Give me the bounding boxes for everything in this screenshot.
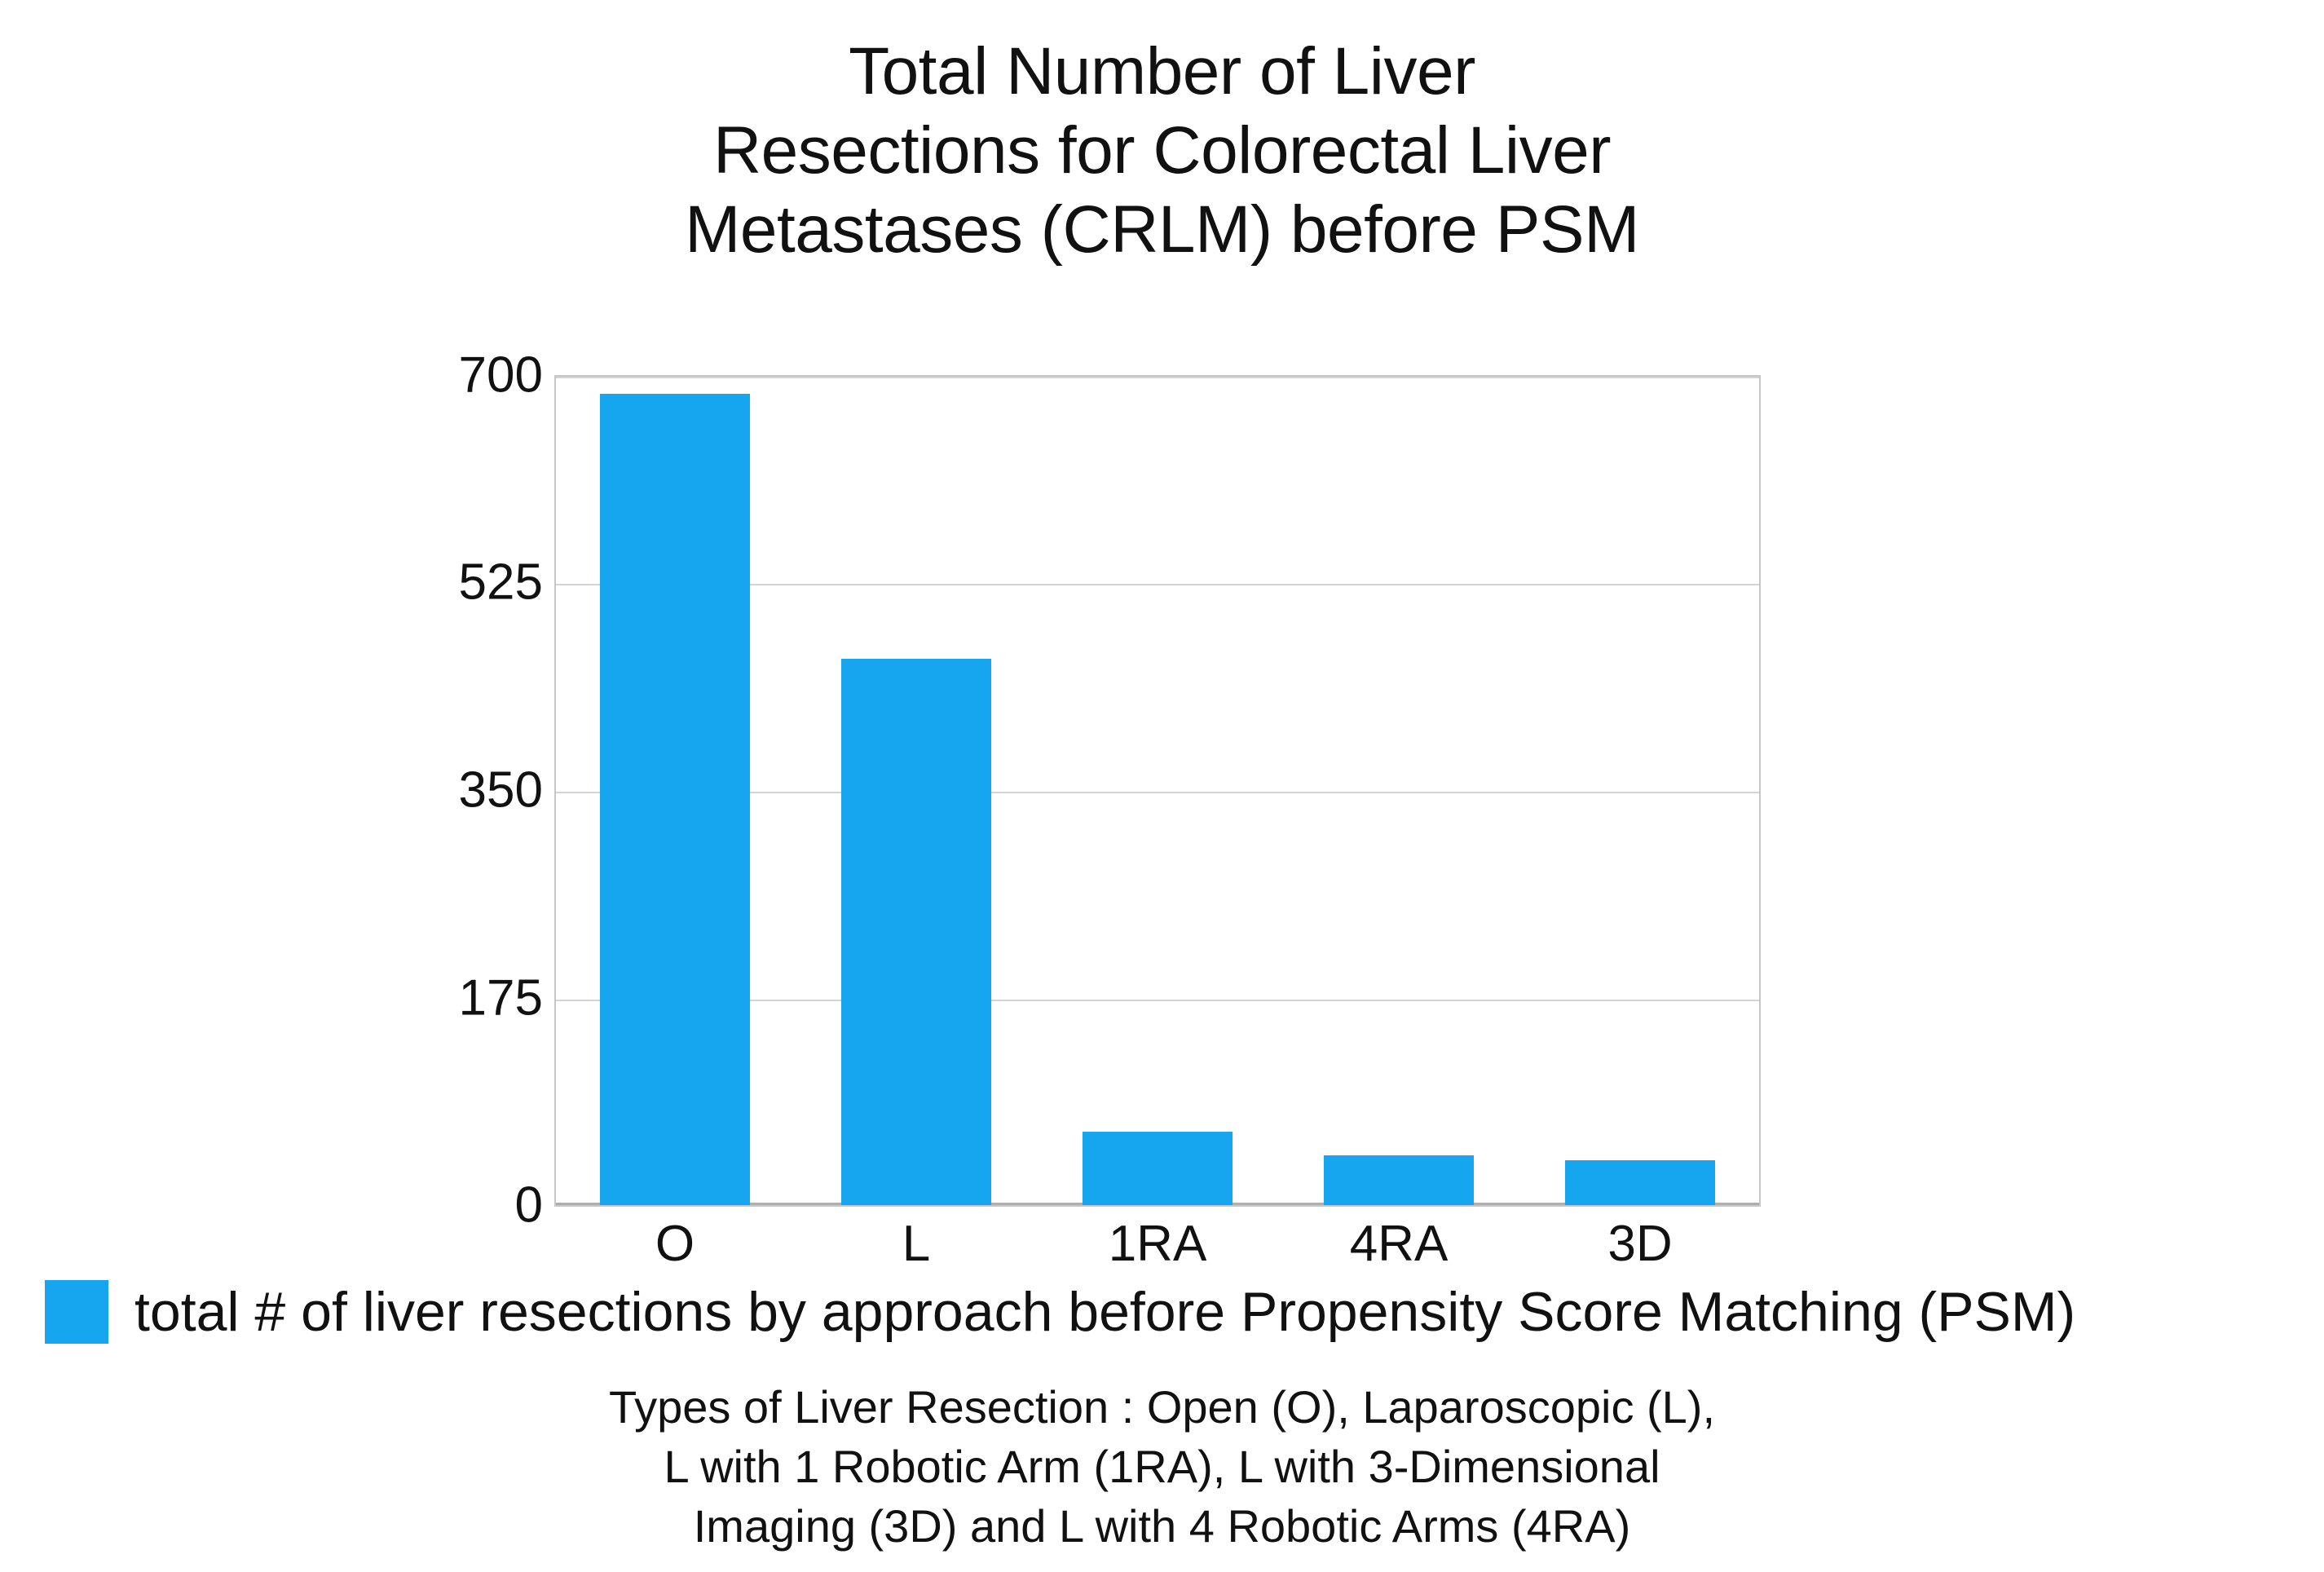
x-axis-tick-labels <box>554 1215 1761 1288</box>
bar-slot-1ra <box>1037 375 1278 1205</box>
bar-slot-3d <box>1519 375 1761 1205</box>
chart-caption <box>0 1378 2324 1556</box>
chart-title-line-1: Total Number of Liver <box>849 34 1475 108</box>
bar-series <box>554 375 1761 1207</box>
bar-1ra[interactable] <box>1083 1132 1233 1205</box>
x-tick-label-l: L <box>902 1216 931 1272</box>
caption-line-2: L with 1 Robotic Arm (1RA), L with 3-Dimensional <box>664 1440 1660 1492</box>
chart-area <box>0 347 2324 1272</box>
y-tick-label-0: 0 <box>514 1177 543 1234</box>
caption-line-3: Imaging (3D) and L with 4 Robotic Arms (4RA) <box>693 1499 1631 1552</box>
bar-slot-l <box>796 375 1037 1205</box>
bar-slot-4ra <box>1278 375 1519 1205</box>
y-tick-label-175: 175 <box>458 969 543 1027</box>
chart-title <box>0 33 2324 269</box>
bar-l[interactable] <box>841 659 991 1205</box>
bar-3d[interactable] <box>1565 1160 1715 1205</box>
y-tick-label-525: 525 <box>458 554 543 611</box>
x-tick-label-1ra: 1RA <box>1108 1216 1207 1272</box>
bar-o[interactable] <box>600 394 750 1205</box>
chart-title-line-3: Metastases (CRLM) before PSM <box>685 192 1639 267</box>
caption-line-1: Types of Liver Resection : Open (O), Laparoscopic (L), <box>608 1381 1716 1433</box>
y-tick-label-350: 350 <box>458 762 543 819</box>
x-tick-label-3d: 3D <box>1607 1216 1673 1272</box>
chart-legend <box>0 1280 2324 1344</box>
x-tick-label-4ra: 4RA <box>1349 1216 1449 1272</box>
x-tick-label-o: O <box>655 1216 695 1272</box>
legend-series-label: total # of liver resections by approach before Propensity Score Matching (PSM) <box>135 1281 2076 1343</box>
y-tick-label-700: 700 <box>458 347 543 404</box>
bar-slot-o <box>554 375 796 1205</box>
legend-swatch-icon <box>45 1280 108 1344</box>
chart-title-line-2: Resections for Colorectal Liver <box>712 113 1612 188</box>
bar-4ra[interactable] <box>1324 1155 1474 1205</box>
